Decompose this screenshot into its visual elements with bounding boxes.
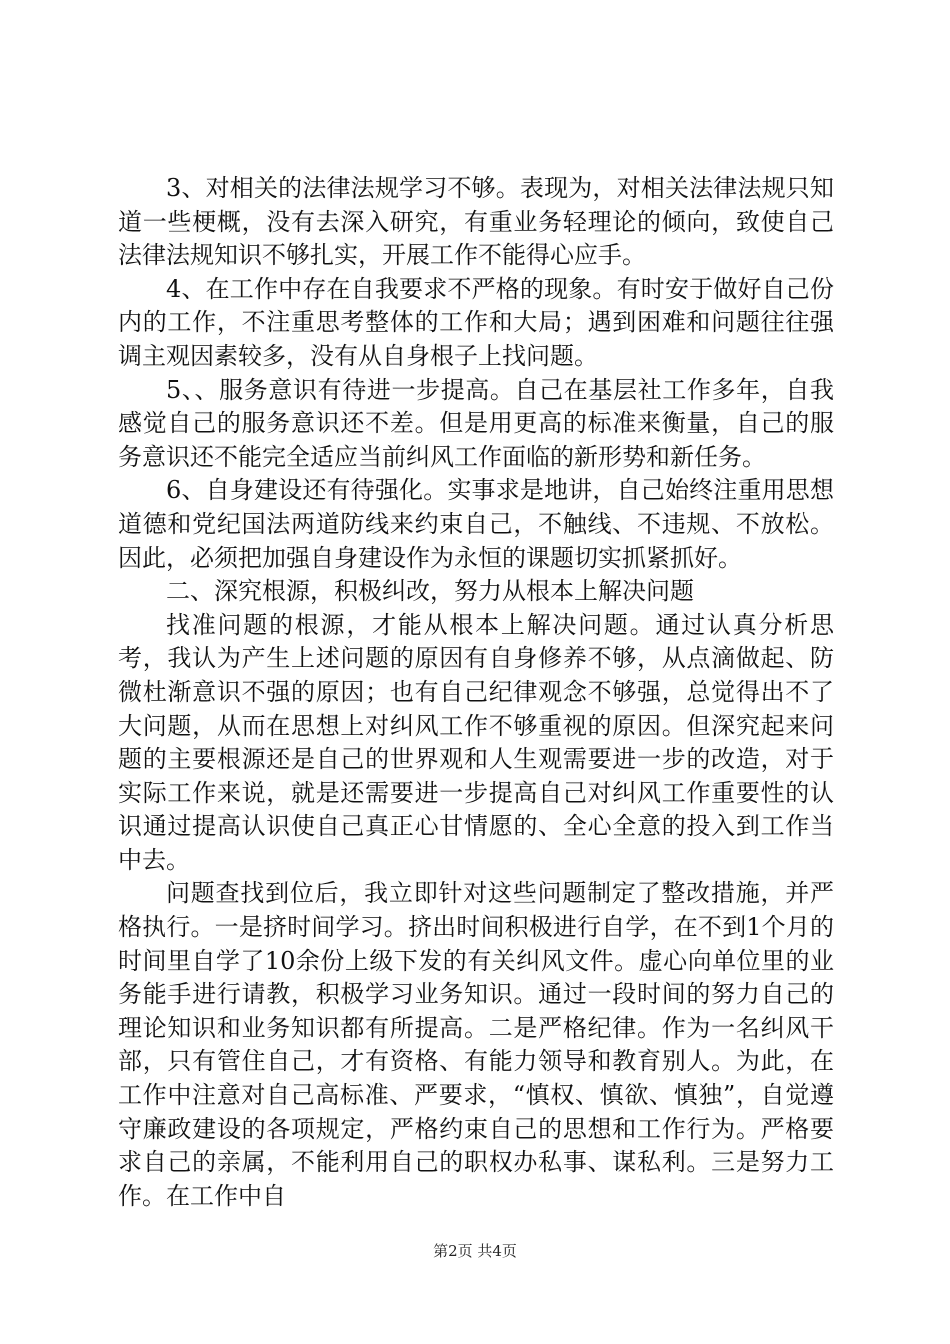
paragraph-item-4: 4、在工作中存在自我要求不严格的现象。有时安于做好自己份内的工作，不注重思考整体的工作和大局；遇到困难和问题往往强调主观因素较多，没有从自身根子上找问题。 [118,274,834,370]
section-heading-2: 二、深究根源，积极纠改，努力从根本上解决问题 [166,577,694,606]
paragraph-item-5: 5、、服务意识有待进一步提高。自己在基层社工作多年，自我感觉自己的服务意识还不差。但是用更高的标准来衡量，自己的服务意识还不能完全适应当前纠风工作面临的新形势和新任务。 [118,375,834,471]
document-body [118,172,834,1213]
paragraph-item-6: 6、自身建设还有待强化。实事求是地讲，自己始终注重用思想道德和党纪国法两道防线来约束自己，不触线、不违规、不放松。因此，必须把加强自身建设作为永恒的课题切实抓紧抓好。 [118,476,834,572]
paragraph-root-cause: 找准问题的根源，才能从根本上解决问题。通过认真分析思考，我认为产生上述问题的原因有自身修养不够，从点滴做起、防微杜渐意识不强的原因；也有自己纪律观念不够强，总觉得出不了大问题，从而在思想上对纠风工作不够重视的原因。但深究起来问题的主要根源还是自己的世界观和人生观需要进一步的改造，对于实际工作来说，就是还需要进一步提高自己对纠风工作重要性的认识通过提高认识使自己真正心甘情愿的、全心全意的投入到工作当中去。 [118,610,834,874]
paragraph-rectification: 问题查找到位后，我立即针对这些问题制定了整改措施，并严格执行。一是挤时间学习。挤出时间积极进行自学，在不到1个月的时间里自学了10余份上级下发的有关纠风文件。虚心向单位里的业务能手进行请教，积极学习业务知识。通过一段时间的努力自己的理论知识和业务知识都有所提高。二是严格纪律。作为一名纠风干部，只有管住自己，才有资格、有能力领导和教育别人。为此，在工作中注意对自己高标准、严要求，“慎权、慎欲、慎独”，自觉遵守廉政建设的各项规定，严格约束自己的思想和工作行为。严格要求自己的亲属，不能利用自己的职权办私事、谋私利。三是努力工作。在工作中自 [118,879,834,1210]
page-footer: 第2页 共4页 [433,1242,517,1260]
paragraph-item-3: 3、对相关的法律法规学习不够。表现为，对相关法律法规只知道一些梗概，没有去深入研究，有重业务轻理论的倾向，致使自己法律法规知识不够扎实，开展工作不能得心应手。 [118,174,834,270]
